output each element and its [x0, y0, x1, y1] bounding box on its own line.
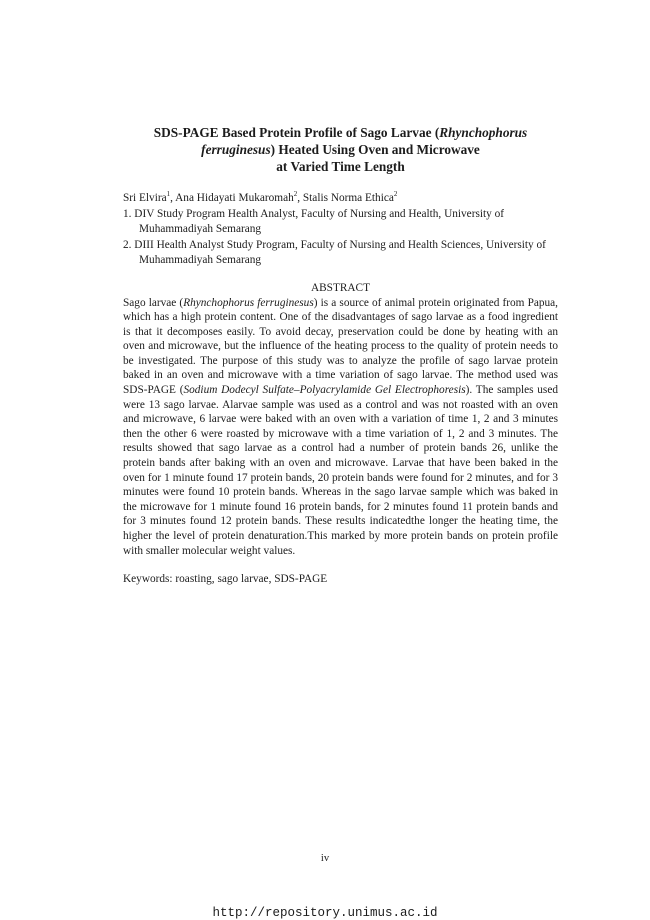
repository-url[interactable]: http://repository.unimus.ac.id — [212, 906, 438, 920]
title-line1: SDS-PAGE Based Protein Profile of Sago Larvae (Rhynchophorus — [153, 125, 528, 140]
abstract-heading: ABSTRACT — [310, 281, 370, 294]
keywords: Keywords: roasting, sago larvae, SDS-PAGE — [123, 573, 328, 586]
abstract-body: Sago larvae (Rhynchophorus ferruginesus) is a source of animal protein originated from Papua, which has a high protein content. One of the disadvantages of sago larvae as a food ingredient is that it decomposes easily. To avoid decay, preservation could be done by heating with an oven and microwave, but the influence of the heating process to the quality of protein needs to be investigated. The purpose of this study was to analyze the profile of sago larvae protein baked in an oven and microwave with a time variation of sago larvae. The method used was SDS-PAGE (Sodium Dodecyl Sulfate–Polyacrylamide Gel Electrophoresis). The samples used were 13 sago larvae. Alarvae sample was used as a control and was not roasted with an oven and microwave, 6 larvae were baked with an oven with a variation of time 1, 2 and 3 minutes then the other 6 were roasted by microwave with a time variation of 1, 2 and 3 minutes. The results showed that sago larvae as a control had a number of protein bands 26, unlike the protein bands after baking with an oven and microwave. Larvae that have been baked in the oven for 1 minute found 17 protein bands, 20 protein bands were found for 2 minutes, and for 3 minutes were found 10 protein bands. Whereas in the sago larvae sample which was baked in the microwave for 1 minute found 16 protein bands, for 2 minutes found 11 protein bands and for 3 minutes found 12 protein bands. These results indicatedthe longer the heating time, the higher the level of protein denaturation.This marked by more protein bands on protein profile with smaller molecular weight values. — [123, 296, 558, 557]
author-list: Sri Elvira$^1$, Ana Hidayati Mukaromah$^2$, Stalis Norma Ethica$^2$ — [123, 190, 398, 204]
title-line3: at Varied Time Length — [276, 159, 405, 174]
page-number: iv — [320, 853, 330, 864]
paper-page — [123, 124, 558, 587]
title-line2: ferruginesus) Heated Using Oven and Microwave — [201, 142, 480, 157]
affiliation-2: 2. DIII Health Analyst Study Program, Faculty of Nursing and Health Sciences, University of Muhammadiyah Semarang — [123, 238, 546, 266]
paper-title — [123, 124, 558, 175]
affiliation-1: 1. DIV Study Program Health Analyst, Faculty of Nursing and Health, University of Muhammadiyah Semarang — [123, 207, 505, 235]
